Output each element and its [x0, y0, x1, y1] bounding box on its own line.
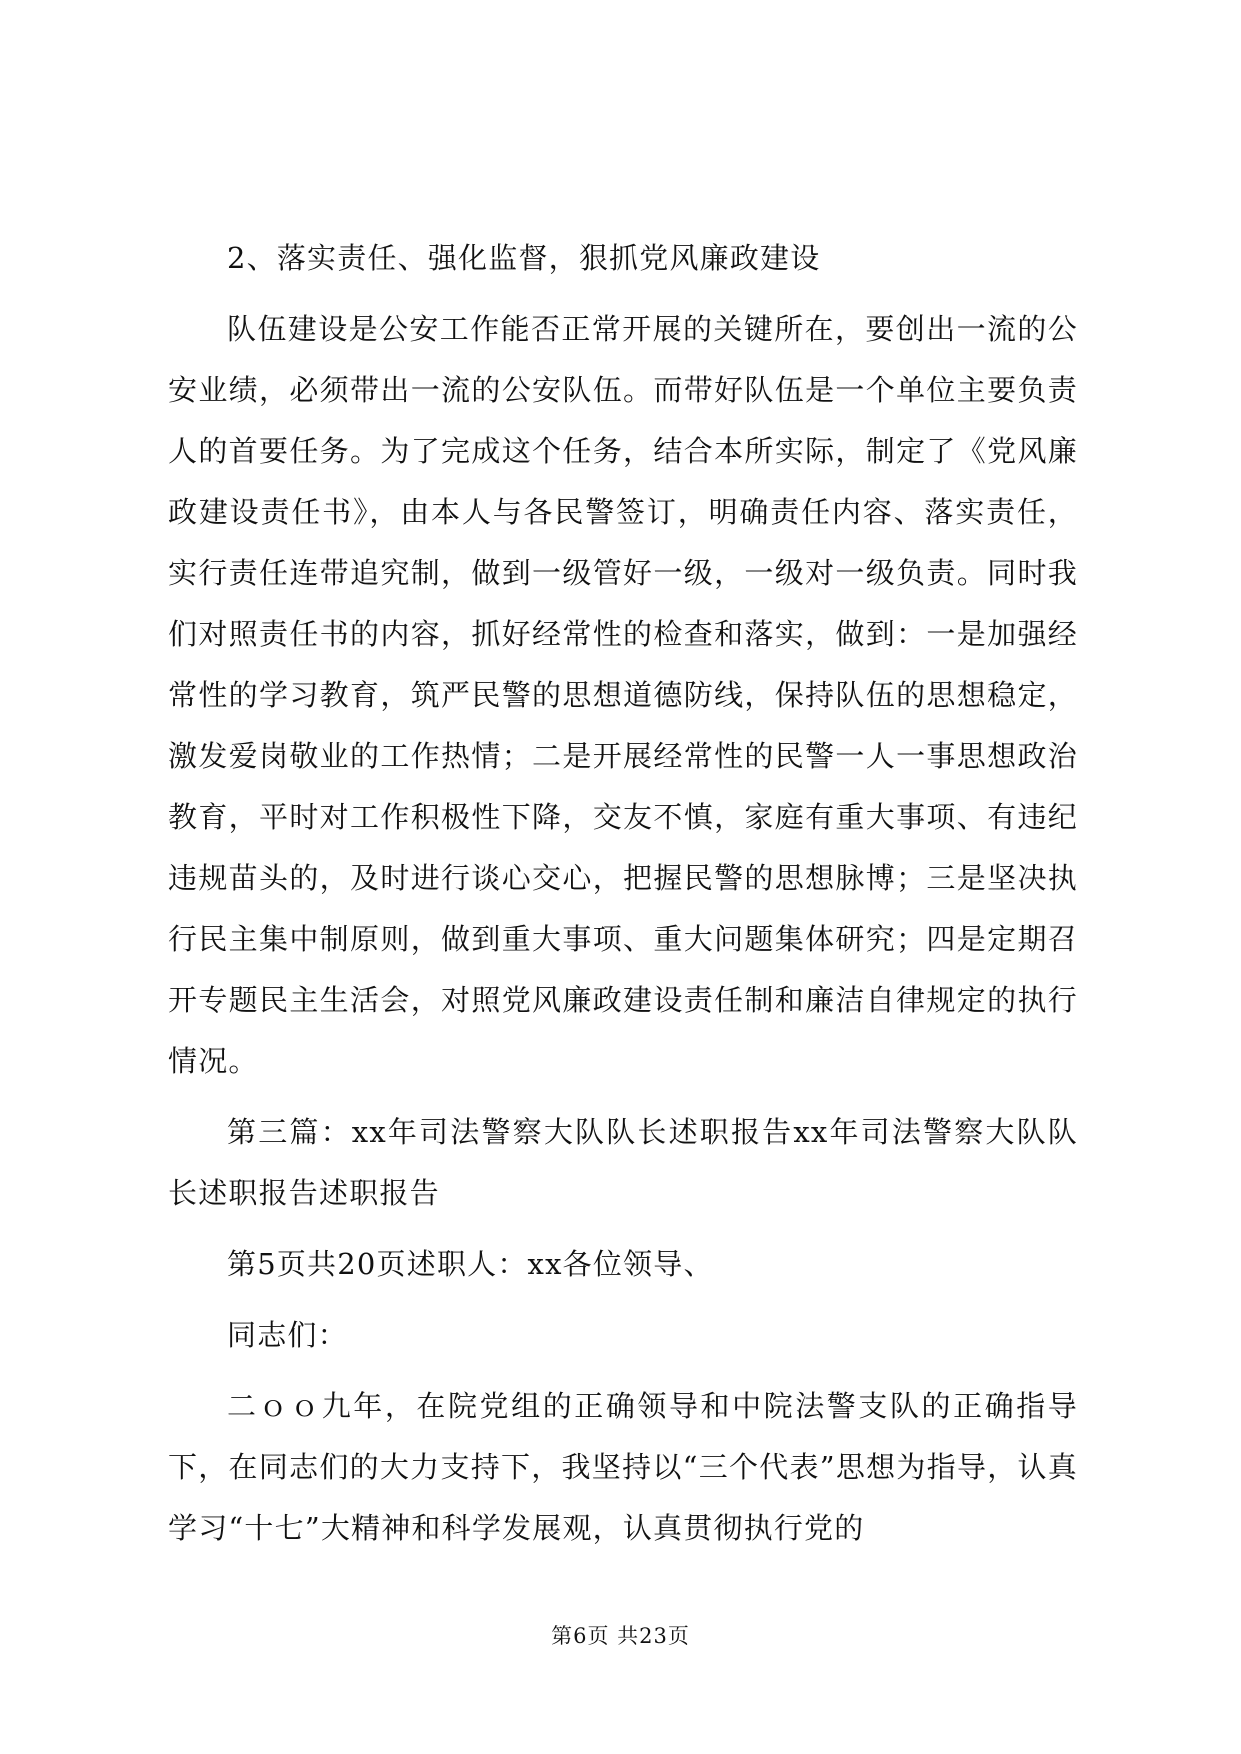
paragraph-intro: 二ｏｏ九年，在院党组的正确领导和中院法警支队的正确指导下，在同志们的大力支持下，我坚持以“三个代表”思想为指导，认真学习“十七”大精神和科学发展观，认真贯彻执行党的	[168, 1389, 1078, 1545]
section-heading: 2、落实责任、强化监督，狠抓党风廉政建设	[227, 241, 821, 275]
page-footer: 第6页 共23页	[551, 1624, 690, 1648]
document-body	[168, 228, 1078, 1569]
paragraph-page-ref: 第5页共20页述职人：xx各位领导、	[227, 1247, 714, 1281]
paragraph-team-building: 队伍建设是公安工作能否正常开展的关键所在，要创出一流的公安业绩，必须带出一流的公安队伍。而带好队伍是一个单位主要负责人的首要任务。为了完成这个任务，结合本所实际，制定了《党风廉政建设责任书》，由本人与各民警签订，明确责任内容、落实责任，实行责任连带追究制，做到一级管好一级，一级对一级负责。同时我们对照责任书的内容，抓好经常性的检查和落实，做到：一是加强经常性的学习教育，筑严民警的思想道德防线，保持队伍的思想稳定，激发爱岗敬业的工作热情；二是开展经常性的民警一人一事思想政治教育，平时对工作积极性下降，交友不慎，家庭有重大事项、有违纪违规苗头的，及时进行谈心交心，把握民警的思想脉博；三是坚决执行民主集中制原则，做到重大事项、重大问题集体研究；四是定期召开专题民主生活会，对照党风廉政建设责任制和廉洁自律规定的执行情况。	[168, 312, 1078, 1078]
paragraph-article-title: 第三篇：xx年司法警察大队队长述职报告xx年司法警察大队队长述职报告述职报告	[168, 1115, 1078, 1210]
paragraph-salutation: 同志们：	[227, 1318, 348, 1352]
